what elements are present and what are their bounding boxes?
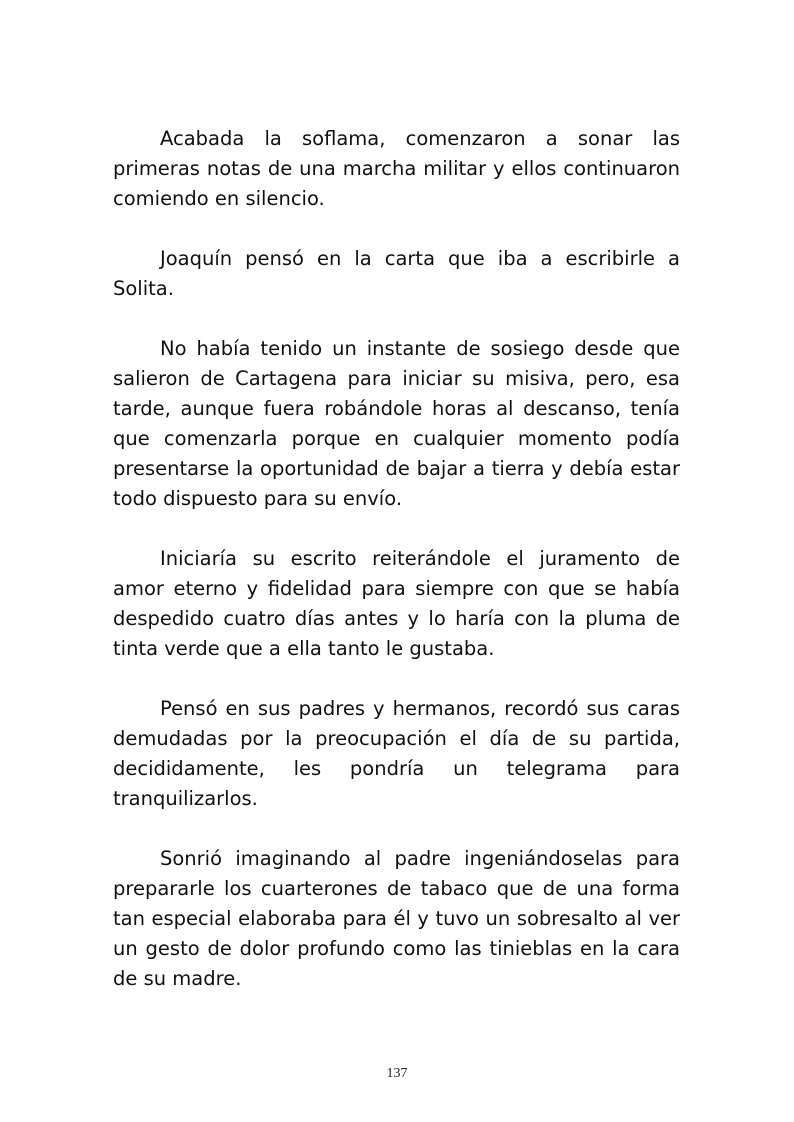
paragraph-4: Iniciaría su escrito reiterándole el juramento de amor eterno y fidelidad para siempre con que se había despedido cuatro días antes y lo haría con la pluma de tinta verde que a ella tanto le gustaba. — [113, 547, 680, 660]
paragraph-2: Joaquín pensó en la carta que iba a escribirle a Solita. — [113, 247, 680, 300]
paragraph-3: No había tenido un instante de sosiego desde que salieron de Cartagena para iniciar su misiva, pero, esa tarde, aunque fuera robándole horas al descanso, tenía que comenzarla porque en cualquier momento podía presentarse la oportunidad de bajar a tierra y debía estar todo dispuesto para su envío. — [113, 337, 680, 510]
body-text — [113, 124, 680, 1024]
paragraph-1: Acabada la soflama, comenzaron a sonar las primeras notas de una marcha militar y ellos continuaron comiendo en silencio. — [113, 127, 680, 210]
paragraph-5: Pensó en sus padres y hermanos, recordó sus caras demudadas por la preocupación el día de su partida, decididamente, les pondría un telegrama para tranquilizarlos. — [113, 697, 680, 810]
page-number: 137 — [386, 1066, 408, 1081]
paragraph-6: Sonrió imaginando al padre ingeniándoselas para prepararle los cuarterones de tabaco que de una forma tan especial elaboraba para él y tuvo un sobresalto al ver un gesto de dolor profundo como las tinieblas en la cara de su madre. — [113, 847, 680, 990]
